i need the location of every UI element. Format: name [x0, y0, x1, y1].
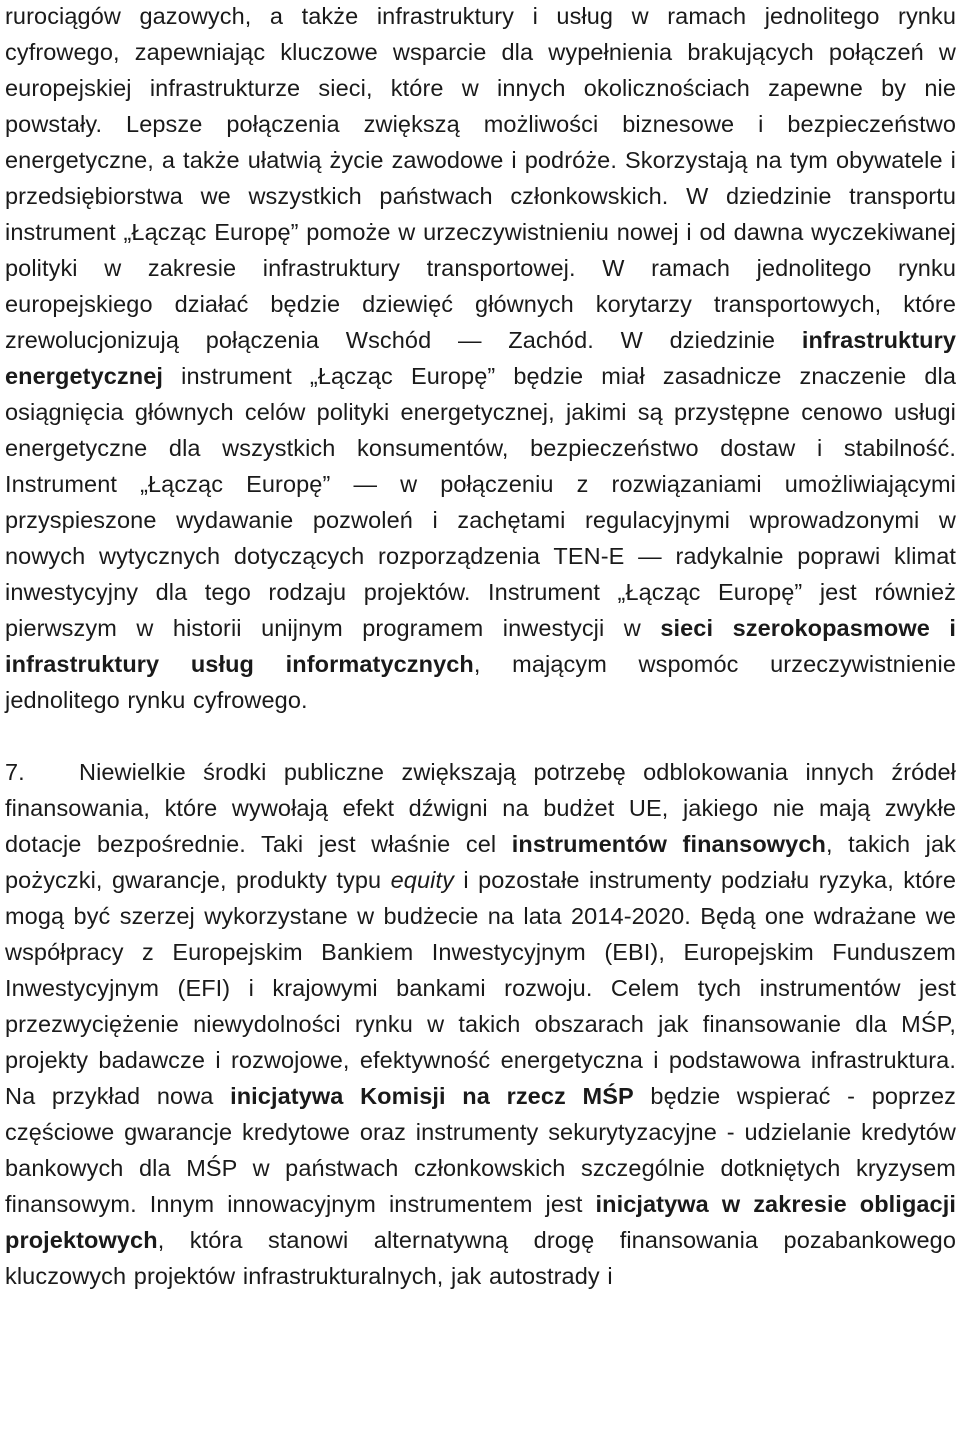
- text-run: , takich jak pożyczki, gwarancje, produkty typu: [5, 831, 957, 893]
- text-run: i pozostałe instrumenty podziału ryzyka, które mogą być szerzej wykorzystane w budżecie na lata 2014-2020. Będą one wdrażane we współpracy z Europejskim Bankiem Inwestycyjnym (EBI), Europejskim Funduszem Inwestycyjnym (EFI) i krajowymi bankami rozwoju. Celem tych instrumentów jest przezwyciężenie niewydolności rynku w takich obszarach jak finansowanie dla MŚP, projekty badawcze i rozwojowe, efektywność energetyczna i podstawowa infrastruktura. Na przykład nowa: [5, 867, 956, 1109]
- paragraph-7: [5, 754, 956, 1294]
- bold-phrase-energy-infrastructure: infrastruktury energetycznej: [5, 327, 956, 389]
- bold-phrase-broadband: sieci szerokopasmowe i infrastruktury usług informatycznych: [5, 615, 956, 677]
- paragraph-number: 7.: [5, 759, 25, 785]
- italic-word-equity: equity: [390, 867, 454, 893]
- bold-phrase-financial-instruments: instrumentów finansowych: [511, 831, 826, 857]
- paragraph-continued: [5, 0, 956, 718]
- text-run: będzie wspierać - poprzez częściowe gwarancje kredytowe oraz instrumenty sekurytyzacyjne - udzielanie kredytów bankowych dla MŚP w państwach członkowskich szczególnie dotkniętych kryzysem finansowym. Innym innowacyjnym instrumentem jest: [5, 1083, 956, 1217]
- text-run: Niewielkie środki publiczne zwiększają potrzebę odblokowania innych źródeł finansowania, które wywołają efekt dźwigni na budżet UE, jakiego nie mają zwykłe dotacje bezpośrednie. Taki jest właśnie cel: [5, 759, 956, 857]
- bold-phrase-project-bonds: inicjatywa w zakresie obligacji projektowych: [5, 1191, 956, 1253]
- text-run: , która stanowi alternatywną drogę finansowania pozabankowego kluczowych projektów infrastrukturalnych, jak autostrady i: [5, 1227, 956, 1289]
- bold-phrase-sme-initiative: inicjatywa Komisji na rzecz MŚP: [230, 1083, 634, 1109]
- text-run: instrument „Łącząc Europę” będzie miał zasadnicze znaczenie dla osiągnięcia głównych celów polityki energetycznej, jakimi są przystępne cenowo usługi energetyczne dla wszystkich konsumentów, bezpieczeństwo dostaw i stabilność. Instrument „Łącząc Europę” — w połączeniu z rozwiązaniami umożliwiającymi przyspieszone wydawanie pozwoleń i zachętami regulacyjnymi wprowadzonymi w nowych wytycznych dotyczących rozporządzenia TEN-E — radykalnie poprawi klimat inwestycyjny dla tego rodzaju projektów. Instrument „Łącząc Europę” jest również pierwszym w historii unijnym programem inwestycji w: [5, 363, 956, 641]
- text-run: , mającym wspomóc urzeczywistnienie jednolitego rynku cyfrowego.: [5, 651, 956, 713]
- text-run: rurociągów gazowych, a także infrastruktury i usług w ramach jednolitego rynku cyfrowego, zapewniając kluczowe wsparcie dla wypełnienia brakujących połączeń w europejskiej infrastrukturze sieci, które w innych okolicznościach zapewne by nie powstały. Lepsze połączenia zwiększą możliwości biznesowe i bezpieczeństwo energetyczne, a także ułatwią życie zawodowe i podróże. Skorzystają na tym obywatele i przedsiębiorstwa we wszystkich państwach członkowskich. W dziedzinie transportu instrument „Łącząc Europę” pomoże w urzeczywistnieniu nowej i od dawna wyczekiwanej polityki w zakresie infrastruktury transportowej. W ramach jednolitego rynku europejskiego działać będzie dziewięć głównych korytarzy transportowych, które zrewolucjonizują połączenia Wschód — Zachód. W dziedzinie: [5, 3, 956, 353]
